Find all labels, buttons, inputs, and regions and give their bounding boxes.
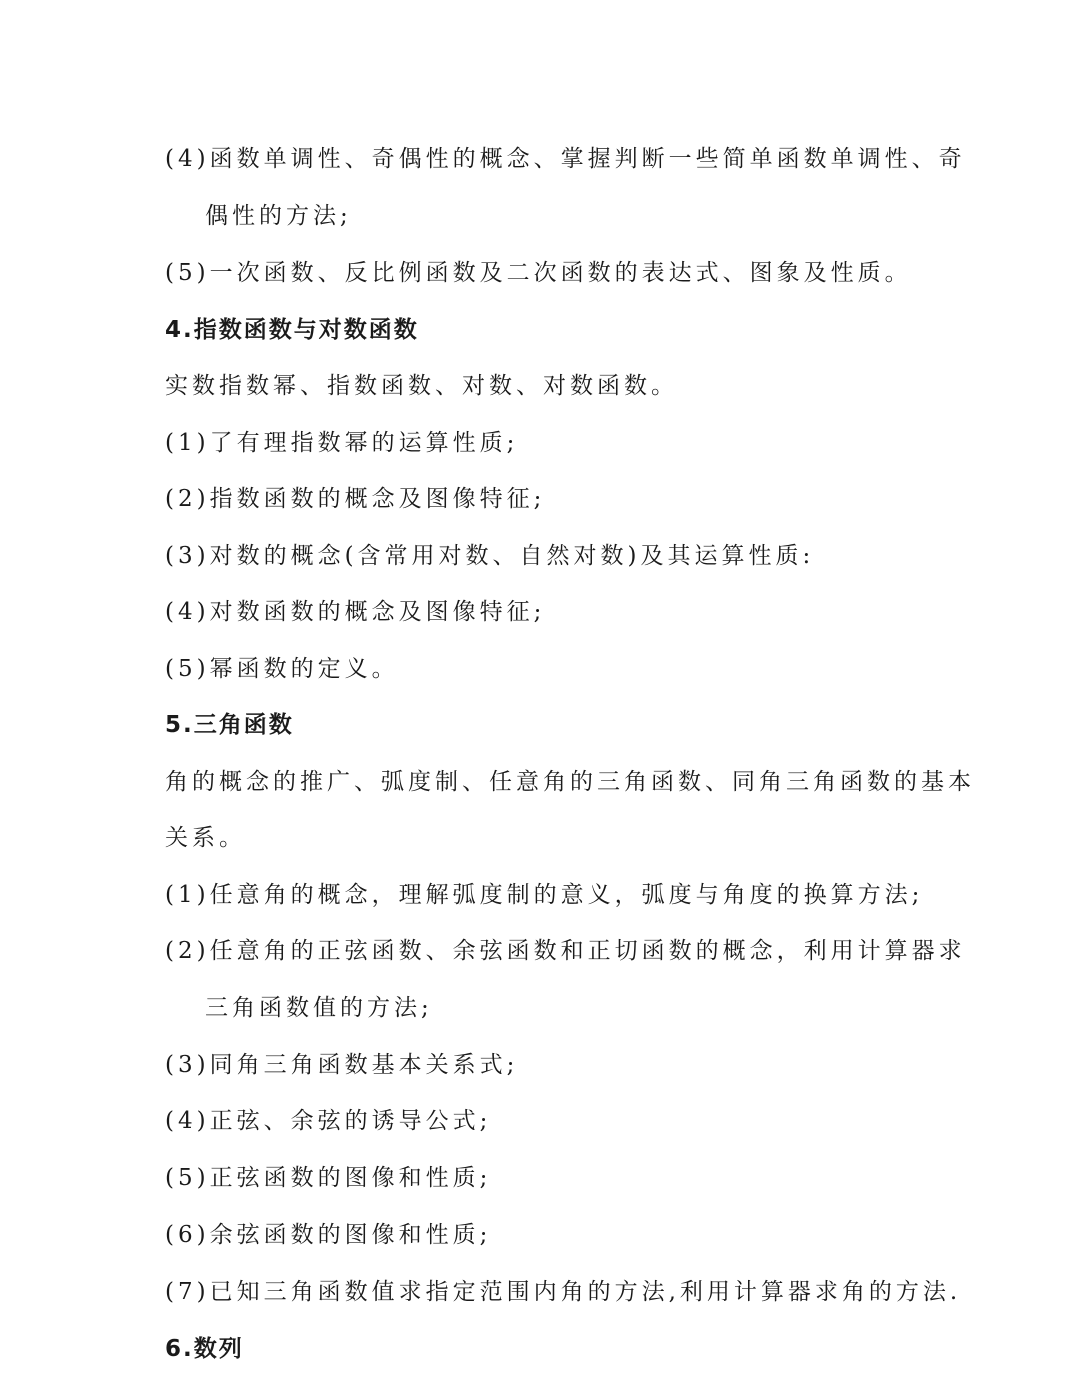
text-line: (5)正弦函数的图像和性质; xyxy=(165,1165,492,1191)
text-line: (1)任意角的概念，理解弧度制的意义，弧度与角度的换算方法; xyxy=(165,882,924,908)
section-heading: 6.数列 xyxy=(165,1336,244,1362)
text-line: 角的概念的推广、弧度制、任意角的三角函数、同角三角函数的基本 xyxy=(165,769,975,795)
text-line: (4)函数单调性、奇偶性的概念、掌握判断一些简单函数单调性、奇 xyxy=(165,146,966,172)
text-line: (4)正弦、余弦的诱导公式; xyxy=(165,1108,492,1134)
text-line: 三角函数值的方法; xyxy=(205,995,433,1021)
text-line: 关系。 xyxy=(165,825,246,851)
section-heading: 4.指数函数与对数函数 xyxy=(165,317,419,343)
section-heading: 5.三角函数 xyxy=(165,712,294,738)
text-line: (3)同角三角函数基本关系式; xyxy=(165,1052,519,1078)
text-line: (1)了有理指数幂的运算性质; xyxy=(165,430,519,456)
text-line: (5)一次函数、反比例函数及二次函数的表达式、图象及性质。 xyxy=(165,260,912,286)
text-line: (4)对数函数的概念及图像特征; xyxy=(165,599,546,625)
text-line: 实数指数幂、指数函数、对数、对数函数。 xyxy=(165,373,678,399)
text-line: (7)已知三角函数值求指定范围内角的方法,利用计算器求角的方法. xyxy=(165,1279,962,1305)
text-line: (2)指数函数的概念及图像特征; xyxy=(165,486,546,512)
text-line: (2)任意角的正弦函数、余弦函数和正切函数的概念，利用计算器求 xyxy=(165,938,966,964)
text-line: (5)幂函数的定义。 xyxy=(165,656,399,682)
text-line: 偶性的方法; xyxy=(205,203,352,229)
text-line: (6)余弦函数的图像和性质; xyxy=(165,1222,492,1248)
text-line: (3)对数的概念(含常用对数、自然对数)及其运算性质: xyxy=(165,543,815,569)
